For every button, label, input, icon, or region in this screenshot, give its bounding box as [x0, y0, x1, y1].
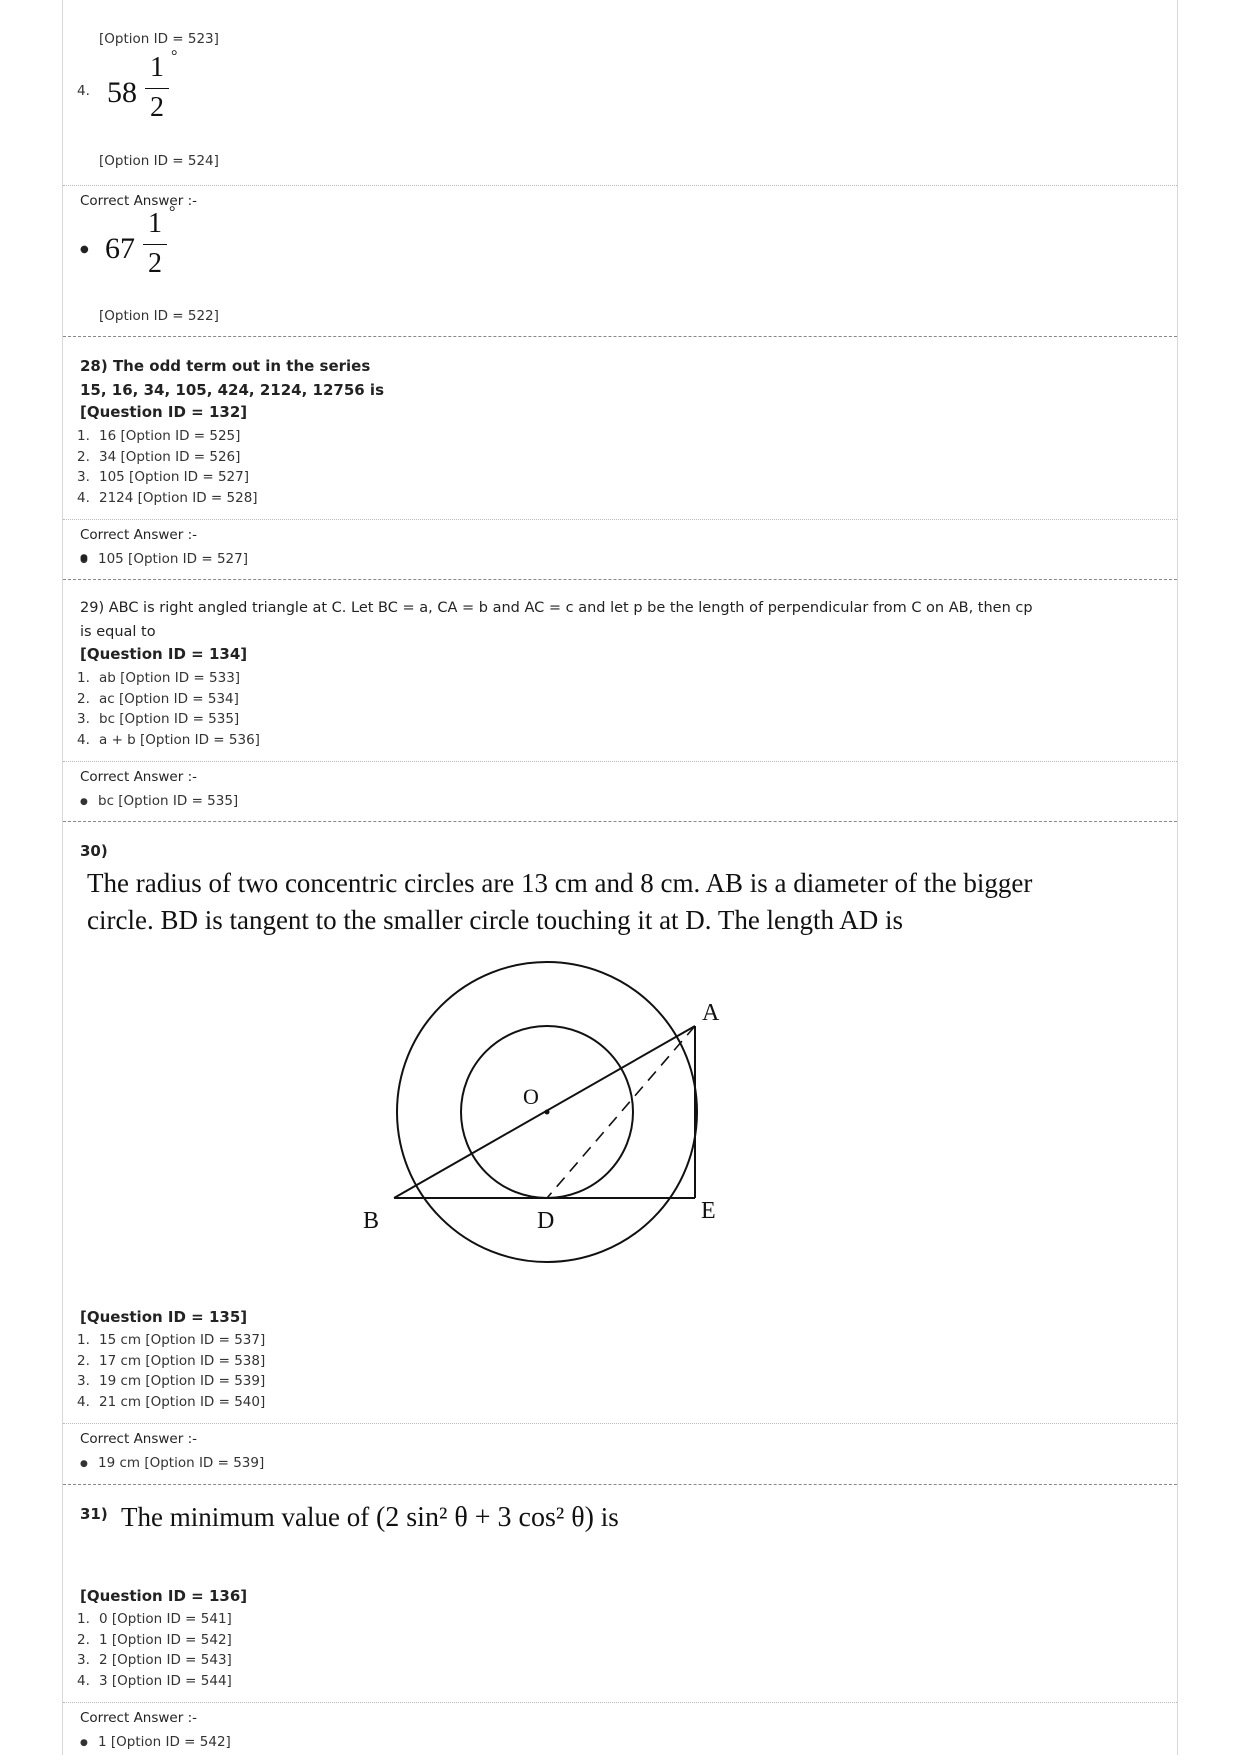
question-30-text-line2: circle. BD is tangent to the smaller circle touching it at D. The length AD is — [87, 905, 904, 935]
correct-answer: ● 1 [Option ID = 542] — [80, 1734, 231, 1750]
option-item: 4. 3 [Option ID = 544] — [77, 1672, 232, 1689]
option-item: 4. 2124 [Option ID = 528] — [77, 489, 258, 506]
option-item: 3. 19 cm [Option ID = 539] — [77, 1373, 266, 1389]
question-31-expression: (2 sin² θ + 3 cos² θ) — [375, 1502, 595, 1533]
question-29-text-line1: 29) ABC is right angled triangle at C. Let BC = a, CA = b and AC = c and let p be the length of perpendicular from C on AB, then cp — [80, 600, 1033, 616]
correct-denominator: 2 — [148, 248, 162, 279]
question-31-text — [121, 1502, 619, 1534]
label-e: E — [701, 1198, 716, 1224]
option-3-id: [Option ID = 523] — [99, 31, 219, 47]
divider — [63, 761, 1177, 762]
label-a: A — [702, 1000, 720, 1026]
question-30-id: [Question ID = 135] — [80, 1308, 248, 1326]
label-d: D — [537, 1208, 555, 1234]
question-30-text-line1: The radius of two concentric circles are 13 cm and 8 cm. AB is a diameter of the bigger — [87, 868, 1033, 898]
option-item: 2. ac [Option ID = 534] — [77, 690, 239, 707]
dashed-ad — [547, 1026, 695, 1198]
option-item: 3. 2 [Option ID = 543] — [77, 1652, 232, 1668]
question-separator — [63, 821, 1177, 822]
fraction-bar — [145, 88, 169, 89]
question-31-id: [Question ID = 136] — [80, 1587, 248, 1605]
option-item: 1. 0 [Option ID = 541] — [77, 1611, 232, 1627]
question-separator — [63, 1484, 1177, 1485]
option-4-number: 4. — [77, 83, 90, 99]
correct-answer: ● bc [Option ID = 535] — [80, 793, 238, 809]
divider — [63, 519, 1177, 520]
correct-whole: 67 — [105, 232, 135, 265]
question-28-text-line1: 28) The odd term out in the series — [80, 357, 371, 375]
bullet-icon: ● — [80, 553, 88, 563]
question-28-id: [Question ID = 132] — [80, 403, 248, 421]
correct-answer-label: Correct Answer :- — [80, 1710, 197, 1726]
label-o: O — [523, 1084, 539, 1109]
question-31-suffix: is — [600, 1502, 619, 1532]
question-28-options — [77, 426, 258, 508]
correct-option-id: [Option ID = 522] — [99, 308, 219, 324]
label-b: B — [363, 1208, 380, 1234]
divider — [63, 1423, 1177, 1424]
divider — [63, 1702, 1177, 1703]
question-31-options — [77, 1609, 232, 1691]
bullet-icon: ● — [80, 244, 89, 255]
option-item: 1. 15 cm [Option ID = 537] — [77, 1332, 266, 1348]
center-point — [545, 1110, 550, 1115]
correct-answer-label: Correct Answer :- — [80, 527, 197, 543]
correct-numerator: 1 — [148, 208, 162, 239]
correct-answer-label: Correct Answer :- — [80, 193, 197, 209]
question-separator — [63, 579, 1177, 580]
question-30-options — [77, 1330, 265, 1412]
option-item: 1. ab [Option ID = 533] — [77, 670, 241, 686]
option-4-id: [Option ID = 524] — [99, 153, 219, 169]
question-31-number: 31) — [80, 1505, 108, 1523]
option-4-whole: 58 — [107, 76, 137, 109]
question-separator — [63, 336, 1177, 337]
question-28-text-line2: 15, 16, 34, 105, 424, 2124, 12756 is — [80, 381, 384, 399]
option-item: 3. bc [Option ID = 535] — [77, 711, 240, 727]
question-30-number: 30) — [80, 842, 108, 860]
degree-symbol: ° — [169, 204, 176, 221]
option-4-numerator: 1 — [150, 52, 164, 83]
correct-answer: ● 105 [Option ID = 527] — [80, 551, 248, 567]
option-item: 2. 17 cm [Option ID = 538] — [77, 1352, 266, 1369]
correct-answer-label: Correct Answer :- — [80, 769, 197, 785]
correct-answer-label: Correct Answer :- — [80, 1431, 197, 1447]
option-item: 2. 1 [Option ID = 542] — [77, 1631, 232, 1648]
fraction-bar — [143, 244, 167, 245]
divider — [63, 185, 1177, 186]
correct-answer: ● 19 cm [Option ID = 539] — [80, 1455, 264, 1471]
document-page — [62, 0, 1178, 1755]
option-item: 4. 21 cm [Option ID = 540] — [77, 1393, 266, 1410]
question-31-prefix: The minimum value of — [121, 1502, 370, 1532]
question-29-id: [Question ID = 134] — [80, 645, 248, 663]
question-29-options — [77, 668, 260, 750]
option-item: 3. 105 [Option ID = 527] — [77, 469, 249, 485]
option-4-denominator: 2 — [150, 92, 164, 123]
option-item: 1. 16 [Option ID = 525] — [77, 428, 241, 444]
option-item: 4. a + b [Option ID = 536] — [77, 731, 260, 748]
question-29-text-line2: is equal to — [80, 624, 156, 640]
option-item: 2. 34 [Option ID = 526] — [77, 448, 241, 465]
degree-symbol: ° — [171, 48, 178, 65]
concentric-circles-figure — [363, 955, 783, 1270]
